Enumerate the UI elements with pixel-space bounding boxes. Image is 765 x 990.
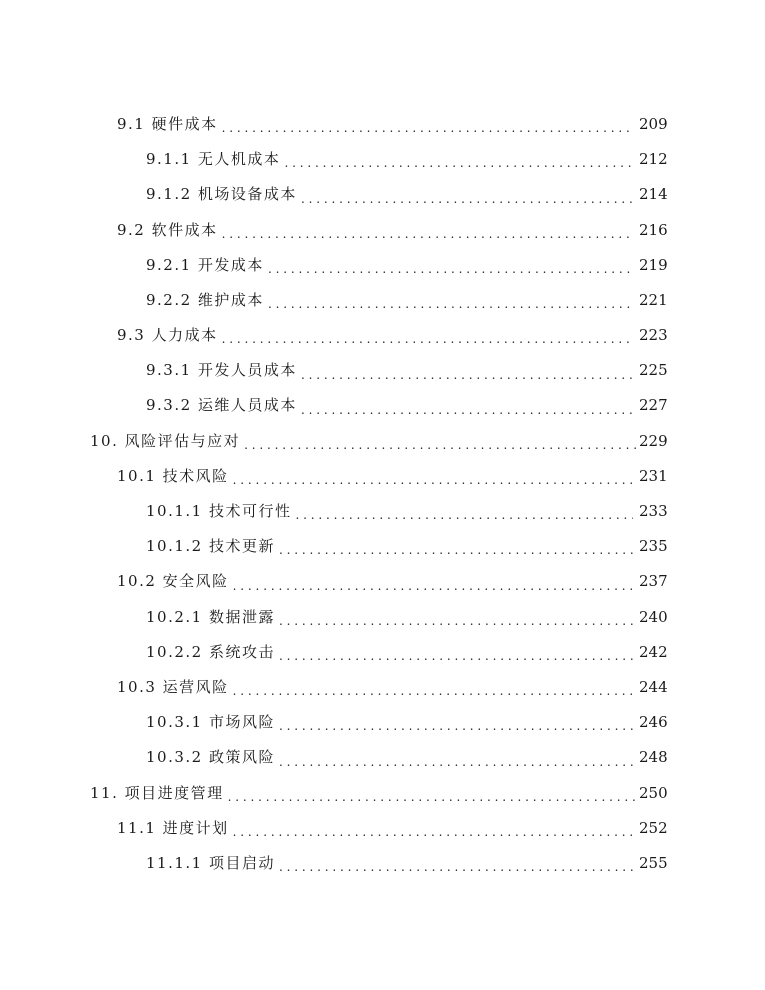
toc-entry[interactable]	[0, 248, 765, 283]
toc-entry-title: 9.2.2 维护成本	[146, 290, 264, 309]
toc-dot-leader	[301, 389, 633, 424]
toc-entry-title: 10.3 运营风险	[117, 677, 229, 696]
toc-entry[interactable]	[0, 283, 765, 318]
toc-entry-title: 11.1 进度计划	[117, 818, 229, 837]
toc-entry-title: 10.1.2 技术更新	[146, 537, 275, 556]
toc-dot-leader	[222, 213, 633, 248]
toc-dot-leader	[279, 740, 633, 775]
toc-dot-leader	[279, 600, 633, 635]
toc-entry-title: 9.3.1 开发人员成本	[146, 361, 297, 380]
toc-dot-leader	[222, 318, 633, 353]
toc-dot-leader	[295, 494, 633, 529]
toc-entry[interactable]	[0, 740, 765, 775]
toc-dot-leader	[279, 846, 633, 881]
toc-entry[interactable]	[0, 529, 765, 564]
toc-page-number: 246	[639, 713, 668, 732]
toc-page-number: 209	[639, 114, 668, 133]
toc-entry[interactable]	[0, 846, 765, 881]
toc-dot-leader	[301, 353, 633, 388]
toc-page-number: 229	[639, 431, 668, 450]
toc-dot-leader	[233, 811, 633, 846]
toc-page-number: 221	[639, 290, 668, 309]
toc-entry-title: 11.1.1 项目启动	[146, 853, 275, 872]
toc-dot-leader	[279, 635, 633, 670]
toc-entry-title: 9.3.2 运维人员成本	[146, 396, 297, 415]
toc-page-number: 214	[639, 185, 668, 204]
toc-page-number: 235	[639, 537, 668, 556]
toc-page-number: 225	[639, 361, 668, 380]
toc-entry[interactable]	[0, 494, 765, 529]
toc-entry-title: 10.3.1 市场风险	[146, 713, 275, 732]
toc-page-number: 231	[639, 466, 668, 485]
toc-entry-title: 9.1.2 机场设备成本	[146, 185, 297, 204]
toc-entry-title: 10.2 安全风险	[117, 572, 229, 591]
toc-dot-leader	[233, 670, 633, 705]
toc-entry[interactable]	[0, 213, 765, 248]
toc-entry[interactable]	[0, 424, 765, 459]
toc-entry[interactable]	[0, 107, 765, 142]
toc-entry-title: 9.3 人力成本	[117, 326, 218, 345]
toc-dot-leader	[268, 283, 633, 318]
toc-dot-leader	[301, 177, 633, 212]
toc-entry-title: 10.2.1 数据泄露	[146, 607, 275, 626]
toc-entry[interactable]	[0, 811, 765, 846]
toc-page-number: 227	[639, 396, 668, 415]
toc-dot-leader	[279, 529, 633, 564]
toc-entry-title: 10.1.1 技术可行性	[146, 502, 292, 521]
toc-entry[interactable]	[0, 670, 765, 705]
toc-entry[interactable]	[0, 318, 765, 353]
toc-dot-leader	[279, 705, 633, 740]
toc-entry[interactable]	[0, 705, 765, 740]
toc-page-number: 255	[639, 853, 668, 872]
toc-page-number: 240	[639, 607, 668, 626]
toc-dot-leader	[222, 107, 633, 142]
toc-page-number: 223	[639, 326, 668, 345]
toc-entry-title: 9.1 硬件成本	[117, 114, 218, 133]
toc-page-number: 250	[639, 783, 668, 802]
toc-entry[interactable]	[0, 177, 765, 212]
toc-page-number: 248	[639, 748, 668, 767]
toc-entry[interactable]	[0, 142, 765, 177]
toc-entry[interactable]	[0, 600, 765, 635]
toc-page-number: 216	[639, 220, 668, 239]
toc-entry[interactable]	[0, 776, 765, 811]
toc-entry-title: 10. 风险评估与应对	[90, 431, 241, 450]
toc-entry-title: 9.2 软件成本	[117, 220, 218, 239]
toc-dot-leader	[284, 142, 633, 177]
toc-entry[interactable]	[0, 459, 765, 494]
toc-page-number: 242	[639, 642, 668, 661]
toc-entry-title: 10.2.2 系统攻击	[146, 642, 275, 661]
toc-entry-title: 9.1.1 无人机成本	[146, 150, 281, 169]
toc-entry[interactable]	[0, 389, 765, 424]
toc-dot-leader	[228, 776, 637, 811]
toc-entry[interactable]	[0, 635, 765, 670]
toc-dot-leader	[268, 248, 633, 283]
toc-entry-title: 11. 项目进度管理	[90, 783, 224, 802]
toc-dot-leader	[233, 459, 633, 494]
toc-page-number: 252	[639, 818, 668, 837]
toc-page-number: 233	[639, 502, 668, 521]
toc-entry-title: 10.1 技术风险	[117, 466, 229, 485]
toc-dot-leader	[244, 424, 637, 459]
toc-entry-title: 10.3.2 政策风险	[146, 748, 275, 767]
table-of-contents	[0, 107, 765, 881]
toc-entry[interactable]	[0, 353, 765, 388]
toc-page-number: 244	[639, 677, 668, 696]
toc-page-number: 212	[639, 150, 668, 169]
toc-entry[interactable]	[0, 564, 765, 599]
toc-page-number: 237	[639, 572, 668, 591]
toc-page-number: 219	[639, 255, 668, 274]
toc-dot-leader	[233, 564, 633, 599]
toc-entry-title: 9.2.1 开发成本	[146, 255, 264, 274]
